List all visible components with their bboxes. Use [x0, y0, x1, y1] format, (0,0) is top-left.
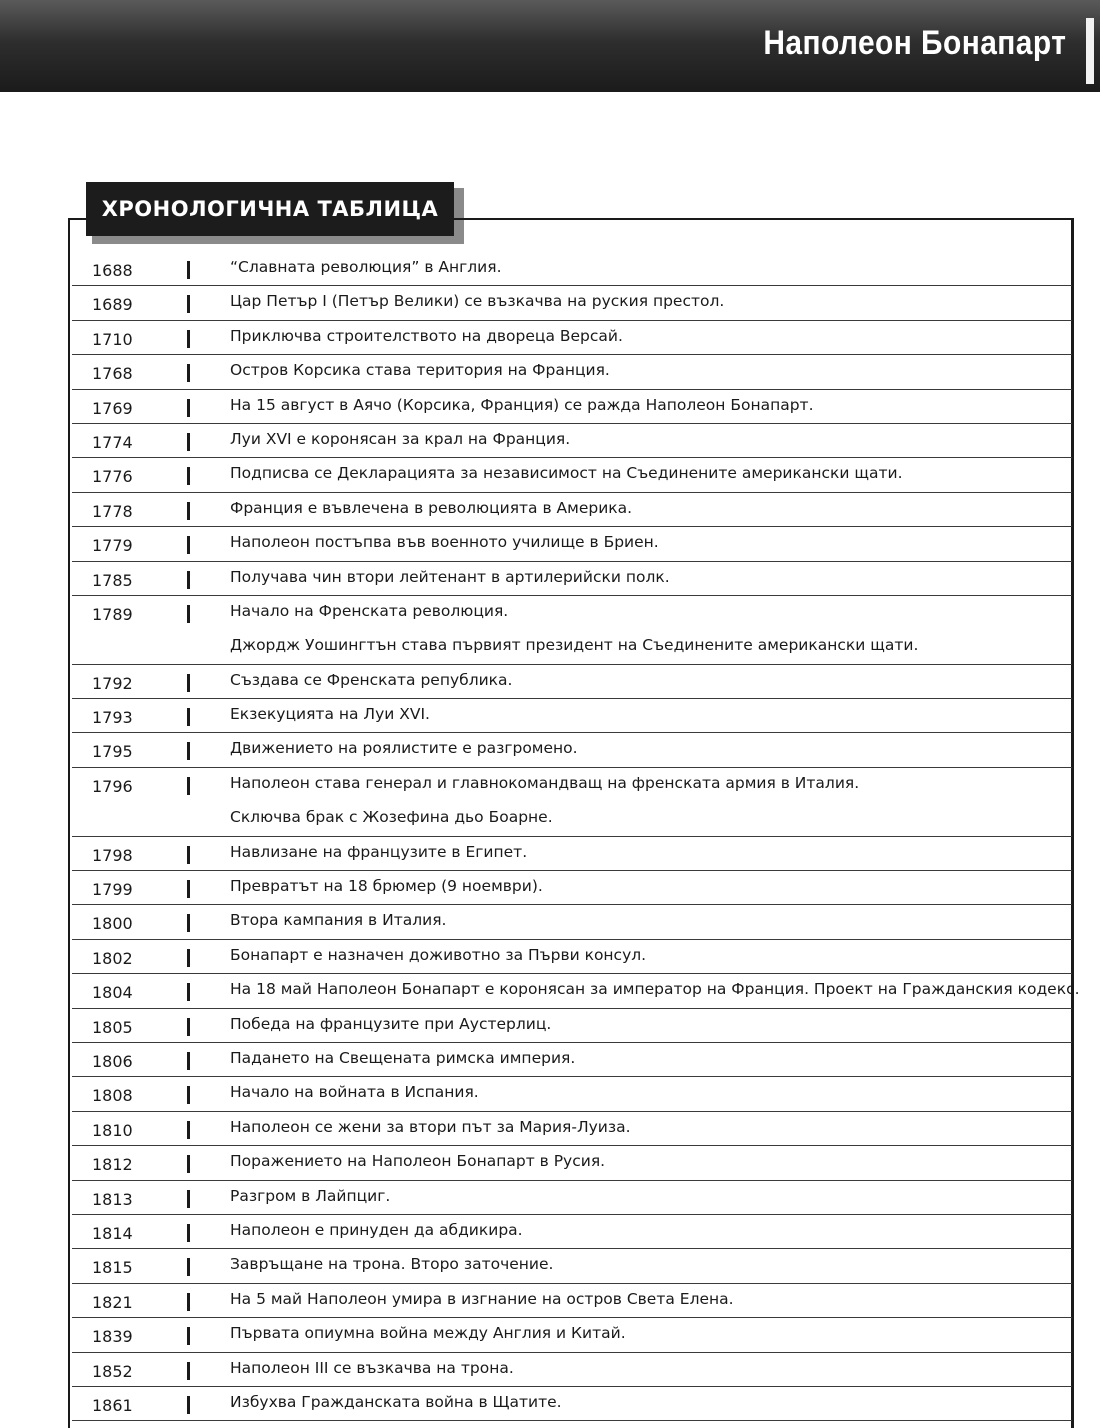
timeline-year: 1710: [92, 329, 133, 349]
timeline-event: Джордж Уошингтън става първият президент на Съединените американски щати.: [230, 635, 919, 654]
timeline-divider-mark: [187, 364, 190, 382]
timeline-row: [72, 1318, 1072, 1352]
timeline-year: 1800: [92, 914, 133, 934]
timeline-divider-mark: [187, 433, 190, 451]
timeline-event: Избухва Гражданската война в Щатите.: [230, 1392, 562, 1411]
timeline-event: Превратът на 18 брюмер (9 ноември).: [230, 877, 543, 896]
timeline-row: [72, 286, 1072, 320]
timeline-row: [72, 1387, 1072, 1421]
timeline-divider-mark: [187, 1396, 190, 1414]
timeline-row: [72, 699, 1072, 733]
timeline-year: 1805: [92, 1017, 133, 1037]
header-edge-stripe: [1086, 18, 1094, 84]
timeline-divider-mark: [187, 674, 190, 692]
timeline-divider-mark: [187, 536, 190, 554]
timeline-year: 1815: [92, 1258, 133, 1278]
timeline-year: 1795: [92, 742, 133, 762]
timeline-year: 1813: [92, 1189, 133, 1209]
timeline-event: На 15 август в Аячо (Корсика, Франция) се ражда Наполеон Бонапарт.: [230, 395, 814, 414]
timeline-divider-mark: [187, 1327, 190, 1345]
timeline-year: 1793: [92, 708, 133, 728]
timeline-divider-mark: [187, 1155, 190, 1173]
timeline-year: 1789: [92, 604, 133, 624]
timeline-divider-mark: [187, 399, 190, 417]
timeline-row: [72, 252, 1072, 286]
timeline-row: [72, 1284, 1072, 1318]
timeline-event: Луи XVI е коронясан за крал на Франция.: [230, 429, 571, 448]
timeline-event: “Славната революция” в Англия.: [230, 258, 502, 276]
timeline-divider-mark: [187, 571, 190, 589]
timeline-event: Първата опиумна война между Англия и Китай.: [230, 1324, 626, 1343]
timeline-row: [72, 321, 1072, 355]
timeline-divider-mark: [187, 1258, 190, 1276]
timeline-event: Цар Петър I (Петър Велики) се възкачва на руския престол.: [230, 292, 725, 311]
timeline-row: [72, 837, 1072, 871]
timeline-row: [72, 1215, 1072, 1249]
timeline-divider-mark: [187, 1224, 190, 1242]
timeline-row: [72, 1353, 1072, 1387]
timeline-event: Екзекуцията на Луи XVI.: [230, 705, 430, 724]
timeline-year: 1792: [92, 673, 133, 693]
timeline-year: 1808: [92, 1086, 133, 1106]
timeline-event: Начало на Френската революция.: [230, 601, 509, 620]
timeline-row: [72, 940, 1072, 974]
timeline-year: 1776: [92, 467, 133, 487]
timeline-year: 1821: [92, 1292, 133, 1312]
timeline-year: 1774: [92, 432, 133, 452]
timeline-divider-mark: [187, 880, 190, 898]
timeline-year: 1804: [92, 983, 133, 1003]
section-title: ХРОНОЛОГИЧНА ТАБЛИЦА: [86, 182, 454, 236]
timeline-divider-mark: [187, 1121, 190, 1139]
timeline-event: Наполеон се жени за втори път за Мария-Луиза.: [230, 1117, 631, 1136]
timeline-row: [72, 768, 1072, 837]
timeline-event: Сключва брак с Жозефина дьо Боарне.: [230, 807, 553, 826]
timeline-row: [72, 1043, 1072, 1077]
timeline-divider-mark: [187, 777, 190, 795]
timeline-divider-mark: [187, 467, 190, 485]
timeline-year: 1814: [92, 1223, 133, 1243]
timeline-row: [72, 390, 1072, 424]
timeline-divider-mark: [187, 330, 190, 348]
timeline-year: 1799: [92, 880, 133, 900]
timeline-year: 1768: [92, 364, 133, 384]
timeline-event: Движението на роялистите е разгромено.: [230, 739, 578, 758]
timeline-event: Подписва се Декларацията за независимост на Съединените американски щати.: [230, 464, 903, 483]
page-title: Наполеон Бонапарт: [763, 24, 1066, 62]
timeline-year: 1796: [92, 776, 133, 796]
timeline-divider-mark: [187, 295, 190, 313]
timeline-row: [72, 1146, 1072, 1180]
timeline-divider-mark: [187, 846, 190, 864]
timeline-row: [72, 1249, 1072, 1283]
timeline-event: Франция е въвлечена в революцията в Америка.: [230, 498, 633, 517]
timeline-divider-mark: [187, 1190, 190, 1208]
timeline-divider-mark: [187, 949, 190, 967]
timeline-row: [72, 1181, 1072, 1215]
timeline-divider-mark: [187, 708, 190, 726]
timeline-event: Падането на Свещената римска империя.: [230, 1049, 576, 1068]
timeline-row: [72, 665, 1072, 699]
timeline-divider-mark: [187, 914, 190, 932]
timeline-event: Наполеон постъпва във военното училище в Бриен.: [230, 533, 659, 552]
timeline-row: [72, 871, 1072, 905]
timeline-row: [72, 562, 1072, 596]
timeline-event: Победа на французите при Аустерлиц.: [230, 1014, 552, 1033]
timeline-divider-mark: [187, 1293, 190, 1311]
timeline-divider-mark: [187, 502, 190, 520]
timeline-divider-mark: [187, 1052, 190, 1070]
timeline-row: [72, 458, 1072, 492]
timeline-event: Начало на войната в Испания.: [230, 1083, 479, 1102]
timeline-row: [72, 1009, 1072, 1043]
timeline-divider-mark: [187, 605, 190, 623]
timeline-event: Получава чин втори лейтенант в артилерийски полк.: [230, 567, 670, 586]
timeline-year: 1839: [92, 1327, 133, 1347]
timeline-event: Наполеон е принуден да абдикира.: [230, 1220, 523, 1239]
timeline-year: 1688: [92, 261, 133, 280]
timeline-divider-mark: [187, 1086, 190, 1104]
timeline-year: 1689: [92, 295, 133, 315]
timeline-year: 1812: [92, 1155, 133, 1175]
timeline-divider-mark: [187, 261, 190, 279]
timeline-event: На 5 май Наполеон умира в изгнание на остров Света Елена.: [230, 1289, 734, 1308]
timeline-row: [72, 733, 1072, 767]
timeline-row: [72, 905, 1072, 939]
timeline-row: [72, 527, 1072, 561]
timeline-year: 1861: [92, 1395, 133, 1415]
timeline-year: 1785: [92, 570, 133, 590]
timeline-year: 1798: [92, 845, 133, 865]
timeline-row: [72, 355, 1072, 389]
timeline-divider-mark: [187, 1018, 190, 1036]
timeline-divider-mark: [187, 1362, 190, 1380]
timeline-year: 1779: [92, 536, 133, 556]
timeline-event: Приключва строителството на двореца Версай.: [230, 326, 623, 345]
timeline-year: 1769: [92, 398, 133, 418]
timeline-table: [72, 252, 1080, 1421]
timeline-event: Бонапарт е назначен доживотно за Първи консул.: [230, 945, 647, 964]
timeline-event: Завръщане на трона. Второ заточение.: [230, 1255, 554, 1274]
header-bar: [0, 0, 1100, 92]
timeline-year: 1806: [92, 1052, 133, 1072]
timeline-row: [72, 424, 1072, 458]
timeline-divider-mark: [187, 742, 190, 760]
timeline-year: 1802: [92, 948, 133, 968]
timeline-event: Остров Корсика става територия на Франция.: [230, 361, 610, 380]
timeline-event: Наполеон III се възкачва на трона.: [230, 1358, 514, 1377]
timeline-event: Втора кампания в Италия.: [230, 911, 447, 930]
timeline-year: 1778: [92, 501, 133, 521]
timeline-event: Наполеон става генерал и главнокомандващ на френската армия в Италия.: [230, 773, 860, 792]
timeline-year: 1852: [92, 1361, 133, 1381]
timeline-event: Създава се Френската република.: [230, 670, 513, 689]
timeline-event: На 18 май Наполеон Бонапарт е коронясан за император на Франция. Проект на Гражданския кодекс.: [230, 980, 1080, 999]
timeline-row: [72, 493, 1072, 527]
timeline-divider-mark: [187, 983, 190, 1001]
timeline-event: Поражението на Наполеон Бонапарт в Русия.: [230, 1152, 606, 1171]
timeline-row: [72, 1077, 1072, 1111]
timeline-year: 1810: [92, 1120, 133, 1140]
timeline-row: [72, 596, 1072, 665]
timeline-row: [72, 1112, 1072, 1146]
timeline-event: Разгром в Лайпциг.: [230, 1186, 391, 1205]
timeline-row: [72, 974, 1080, 1008]
timeline-event: Навлизане на французите в Египет.: [230, 842, 528, 861]
